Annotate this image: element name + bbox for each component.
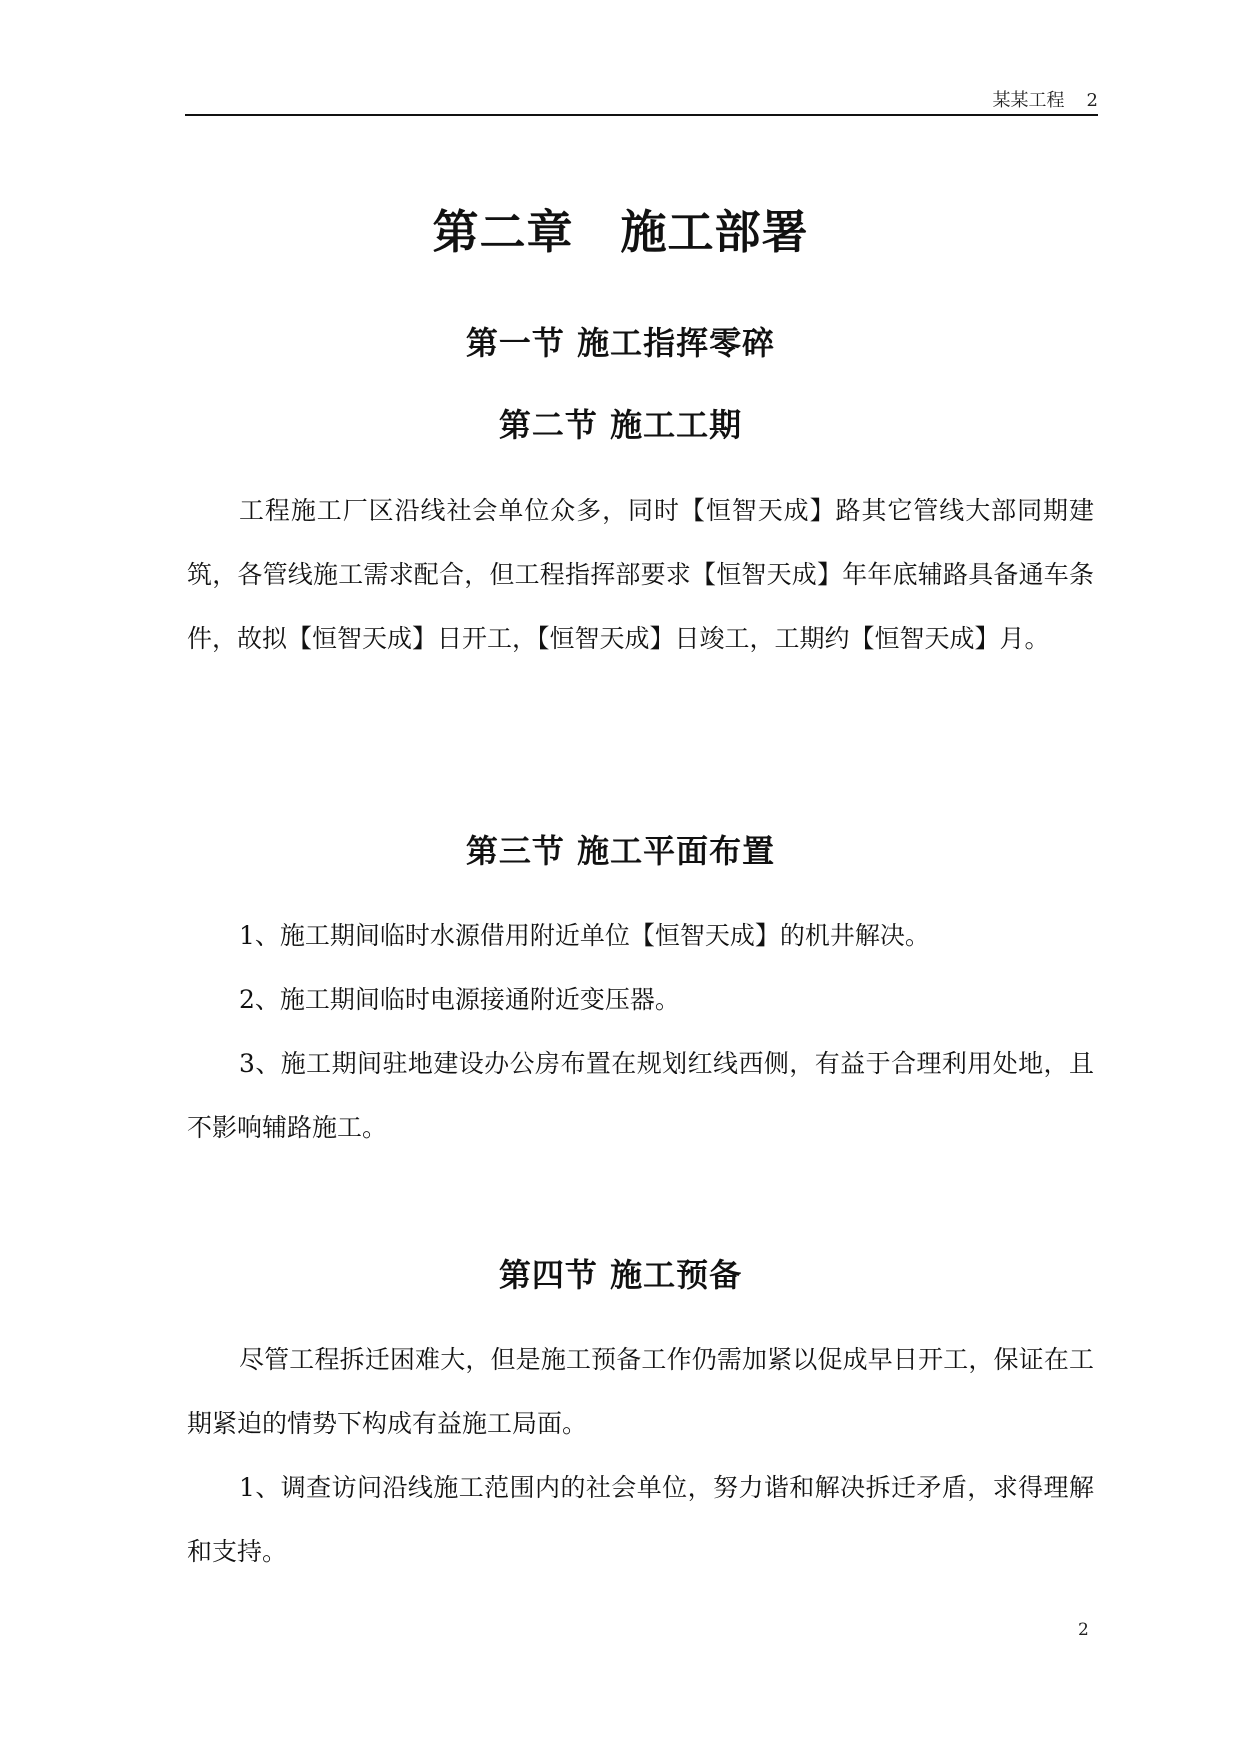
section-2-paragraph-1: 工程施工厂区沿线社会单位众多，同时【恒智天成】路其它管线大部同期建筑，各管线施工需求配合，但工程指挥部要求【恒智天成】年年底辅路具备通车条件，故拟【恒智天成】日开工，【恒智天成】日竣工，工期约【恒智天成】月。 <box>187 496 1094 653</box>
header-page-number: 2 <box>1086 90 1098 111</box>
chapter-title: 第二章 施工部署 <box>432 205 809 259</box>
section-title-4: 第四节 施工预备 <box>498 1256 743 1294</box>
section-title-2: 第二节 施工工期 <box>498 406 743 444</box>
section-4-paragraph-1: 尽管工程拆迁困难大，但是施工预备工作仍需加紧以促成早日开工，保证在工期紧迫的情势下构成有益施工局面。 <box>187 1345 1094 1438</box>
section-3-item-2: 2、施工期间临时电源接通附近变压器。 <box>239 985 680 1014</box>
section-title-1: 第一节 施工指挥零碎 <box>465 324 776 362</box>
section-3-item-3: 3、施工期间驻地建设办公房布置在规划红线西侧，有益于合理利用处地，且不影响辅路施工。 <box>187 1049 1094 1142</box>
page-header <box>185 84 1098 116</box>
header-title: 某某工程 <box>992 90 1065 111</box>
section-4-item-1: 1、调查访问沿线施工范围内的社会单位，努力谐和解决拆迁矛盾，求得理解和支持。 <box>187 1473 1094 1566</box>
section-3-item-1: 1、施工期间临时水源借用附近单位【恒智天成】的机井解决。 <box>239 921 930 950</box>
section-title-3: 第三节 施工平面布置 <box>465 832 776 870</box>
footer-page-number: 2 <box>1078 1620 1089 1640</box>
header-text <box>993 86 1098 112</box>
